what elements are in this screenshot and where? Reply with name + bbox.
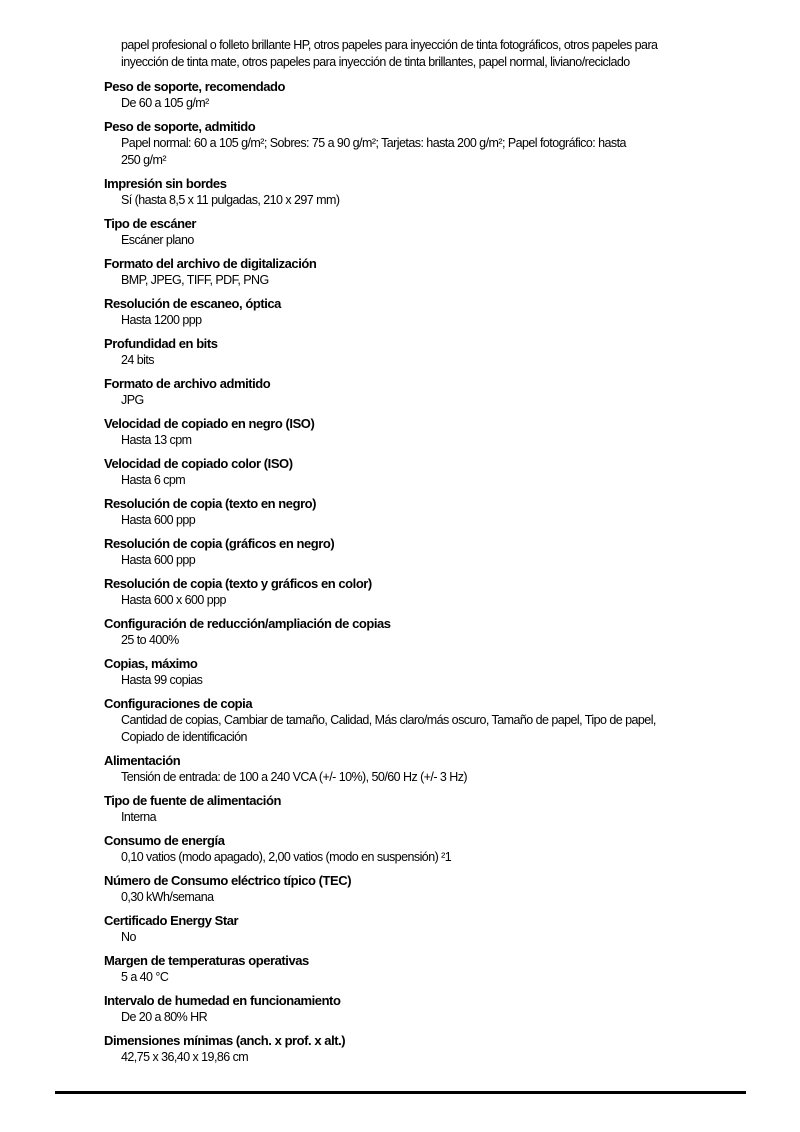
spec-value-line: Hasta 13 cpm (121, 433, 192, 447)
spec-value (121, 272, 760, 289)
spec-value (121, 352, 760, 369)
spec-item (104, 416, 760, 449)
spec-value (121, 1009, 760, 1026)
spec-label: Formato del archivo de digitalización (104, 256, 317, 271)
spec-item (104, 913, 760, 946)
spec-label: Intervalo de humedad en funcionamiento (104, 993, 341, 1008)
spec-value-line: 25 to 400% (121, 633, 179, 647)
spec-value-line: Papel normal: 60 a 105 g/m²; Sobres: 75 a 90 g/m²; Tarjetas: hasta 200 g/m²; Papel fotográfico: hasta (121, 136, 626, 150)
spec-label: Margen de temperaturas operativas (104, 953, 309, 968)
spec-label: Configuración de reducción/ampliación de copias (104, 616, 391, 631)
spec-item (104, 256, 760, 289)
spec-item (104, 833, 760, 866)
spec-value-line: De 60 a 105 g/m² (121, 96, 209, 110)
spec-value-line: Hasta 600 x 600 ppp (121, 593, 226, 607)
spec-value (121, 552, 760, 569)
spec-item (104, 696, 760, 746)
spec-item (104, 953, 760, 986)
spec-value (121, 512, 760, 529)
spec-label: Configuraciones de copia (104, 696, 253, 711)
spec-label: Resolución de copia (gráficos en negro) (104, 536, 335, 551)
spec-item (104, 296, 760, 329)
spec-value-line: Interna (121, 810, 157, 824)
spec-label: Tipo de escáner (104, 216, 196, 231)
spec-value-line: Hasta 6 cpm (121, 473, 186, 487)
spec-value-line: 24 bits (121, 353, 154, 367)
spec-value (121, 432, 760, 449)
spec-value-line: Hasta 99 copias (121, 673, 203, 687)
spec-label: Peso de soporte, recomendado (104, 79, 286, 94)
spec-item (104, 176, 760, 209)
spec-label: Formato de archivo admitido (104, 376, 271, 391)
spec-value-line: Copiado de identificación (121, 730, 247, 744)
spec-value (121, 592, 760, 609)
spec-label: Tipo de fuente de alimentación (104, 793, 281, 808)
spec-value (121, 889, 760, 906)
spec-label: Peso de soporte, admitido (104, 119, 256, 134)
spec-value (121, 232, 760, 249)
spec-value-line: No (121, 930, 136, 944)
spec-value (121, 809, 760, 826)
spec-value-line: 0,10 vatios (modo apagado), 2,00 vatios (modo en suspensión) ²1 (121, 850, 452, 864)
spec-label: Impresión sin bordes (104, 176, 227, 191)
spec-label: Profundidad en bits (104, 336, 218, 351)
spec-value (121, 312, 760, 329)
spec-value (121, 392, 760, 409)
spec-value-line: Hasta 600 ppp (121, 553, 196, 567)
spec-label: Velocidad de copiado color (ISO) (104, 456, 293, 471)
spec-value-line: JPG (121, 393, 144, 407)
spec-value (121, 135, 760, 169)
spec-item (104, 79, 760, 112)
spec-item (104, 753, 760, 786)
spec-value (121, 769, 760, 786)
spec-item (104, 1033, 760, 1066)
spec-value (121, 969, 760, 986)
spec-label: Número de Consumo eléctrico típico (TEC) (104, 873, 352, 888)
spec-value (121, 472, 760, 489)
spec-value-line: 0,30 kWh/semana (121, 890, 214, 904)
spec-value-line: De 20 a 80% HR (121, 1010, 208, 1024)
spec-label: Copias, máximo (104, 656, 198, 671)
spec-value-line: Sí (hasta 8,5 x 11 pulgadas, 210 x 297 mm) (121, 193, 340, 207)
footer-divider (55, 1091, 746, 1094)
spec-item (104, 119, 760, 169)
spec-item (104, 656, 760, 689)
spec-value (121, 672, 760, 689)
spec-label: Alimentación (104, 753, 181, 768)
spec-item (104, 496, 760, 529)
spec-value (121, 712, 760, 746)
intro-line: papel profesional o folleto brillante HP, otros papeles para inyección de tinta fotográficos, otros papeles para (121, 38, 658, 52)
spec-value-line: Hasta 600 ppp (121, 513, 196, 527)
spec-item (104, 993, 760, 1026)
spec-value-line: 42,75 x 36,40 x 19,86 cm (121, 1050, 249, 1064)
spec-item (104, 336, 760, 369)
spec-value-line: Escáner plano (121, 233, 194, 247)
spec-item (104, 216, 760, 249)
spec-item (104, 456, 760, 489)
spec-value-line: BMP, JPEG, TIFF, PDF, PNG (121, 273, 269, 287)
spec-value (121, 929, 760, 946)
intro-paragraph (121, 37, 760, 71)
spec-value-line: 250 g/m² (121, 153, 166, 167)
spec-item (104, 616, 760, 649)
spec-item (104, 793, 760, 826)
spec-label: Velocidad de copiado en negro (ISO) (104, 416, 315, 431)
spec-value (121, 192, 760, 209)
spec-label: Resolución de copia (texto en negro) (104, 496, 317, 511)
spec-label: Dimensiones mínimas (anch. x prof. x alt.) (104, 1033, 346, 1048)
spec-value (121, 1049, 760, 1066)
intro-line: inyección de tinta mate, otros papeles para inyección de tinta brillantes, papel normal, liviano/reciclado (121, 55, 630, 69)
spec-list (104, 79, 760, 1066)
spec-item (104, 576, 760, 609)
spec-item (104, 536, 760, 569)
spec-label: Resolución de copia (texto y gráficos en color) (104, 576, 372, 591)
spec-value-line: Cantidad de copias, Cambiar de tamaño, Calidad, Más claro/más oscuro, Tamaño de papel, Tipo de papel, (121, 713, 656, 727)
spec-value (121, 632, 760, 649)
spec-value-line: Hasta 1200 ppp (121, 313, 202, 327)
spec-label: Resolución de escaneo, óptica (104, 296, 281, 311)
spec-label: Certificado Energy Star (104, 913, 239, 928)
spec-label: Consumo de energía (104, 833, 225, 848)
spec-item (104, 376, 760, 409)
spec-value (121, 95, 760, 112)
spec-value-line: 5 a 40 °C (121, 970, 169, 984)
spec-item (104, 873, 760, 906)
spec-value-line: Tensión de entrada: de 100 a 240 VCA (+/- 10%), 50/60 Hz (+/- 3 Hz) (121, 770, 468, 784)
spec-value (121, 849, 760, 866)
